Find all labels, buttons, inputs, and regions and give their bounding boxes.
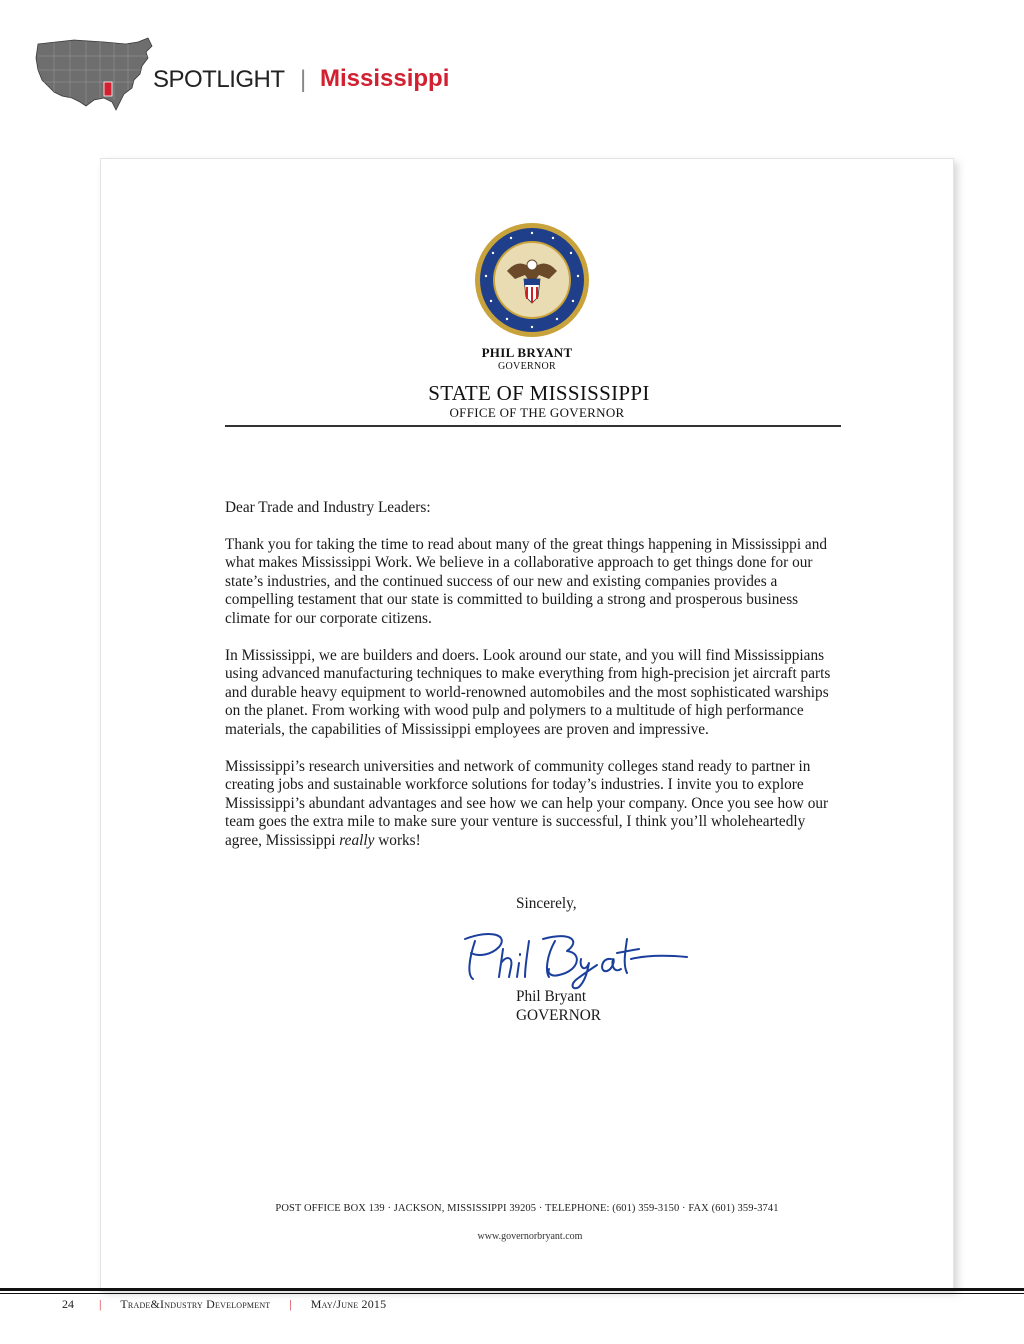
paragraph-1: Thank you for taking the time to read about many of the great things happening in Mississippi and what makes Mississippi Work. We believe in a collaborative approach to get things done for our state’s industries, and the continued success of our new and existing companies provides a compelling testament that our state is committed to building a strong and prosperous business climate for our corporate citizens. [225, 535, 827, 627]
governor-title: GOVERNOR [498, 361, 556, 372]
page-footer [62, 1297, 386, 1312]
us-map-icon [34, 36, 156, 114]
salutation: Dear Trade and Industry Leaders: [225, 499, 431, 516]
letter-body [225, 499, 845, 869]
letter-url: www.governorbryant.com [477, 1231, 583, 1242]
signature-icon [451, 919, 691, 991]
header-separator: | [300, 66, 307, 93]
paragraph-2: In Mississippi, we are builders and doers. Look around our state, and you will find Mississippians using advanced manufacturing techniques to make everything from high-precision jet aircraft parts and durable heavy equipment to world-renowned automobiles and the most sophisticated warships on the planet. From working with wood pulp and polymers to a multitude of high performance materials, the capabilities of Mississippi employees are proven and impressive. [225, 646, 831, 738]
governor-name: PHIL BRYANT [481, 345, 573, 360]
closing: Sincerely, [516, 895, 577, 912]
signer-block [516, 987, 601, 1025]
letterhead-rule [225, 425, 841, 427]
paragraph-3 [225, 758, 845, 851]
paragraph-3-end: works! [374, 831, 421, 849]
page-footer-rule [0, 1288, 1024, 1291]
letter-address: POST OFFICE BOX 139 · JACKSON, MISSISSIPPI 39205 · TELEPHONE: (601) 359-3150 · FAX (601) 359-3741 [275, 1203, 779, 1214]
page-footer-rule-thin [0, 1293, 1024, 1294]
magazine-name: Trade&Industry Development [120, 1297, 271, 1311]
paragraph-3-emphasis: really [339, 831, 375, 849]
issue-date: May/June 2015 [310, 1297, 387, 1311]
state-seal-icon [473, 221, 591, 339]
signer-name: Phil Bryant [516, 988, 587, 1005]
letter-sheet [100, 158, 954, 1292]
region-title: Mississippi [320, 65, 450, 92]
paragraph-3-text: Mississippi’s research universities and network of community colleges stand ready to partner in creating jobs and sustainable workforce solutions for today’s industries. I invite you to explore Mississippi’s abundant advantages and see how we can help your company. Once you see how our team goes the extra mile to make sure your venture is successful, I think you’ll wholeheartedly agree, Mississippi [225, 757, 829, 849]
page-header [0, 0, 1024, 130]
footer-separator-1: | [99, 1297, 102, 1311]
section-label: SPOTLIGHT [153, 66, 285, 93]
signer-title: GOVERNOR [516, 1007, 601, 1024]
mississippi-highlight [104, 82, 112, 96]
footer-separator-2: | [289, 1297, 292, 1311]
state-name: STATE OF MISSISSIPPI [428, 381, 650, 405]
page-number: 24 [62, 1297, 74, 1311]
office-name: OFFICE OF THE GOVERNOR [449, 405, 625, 420]
